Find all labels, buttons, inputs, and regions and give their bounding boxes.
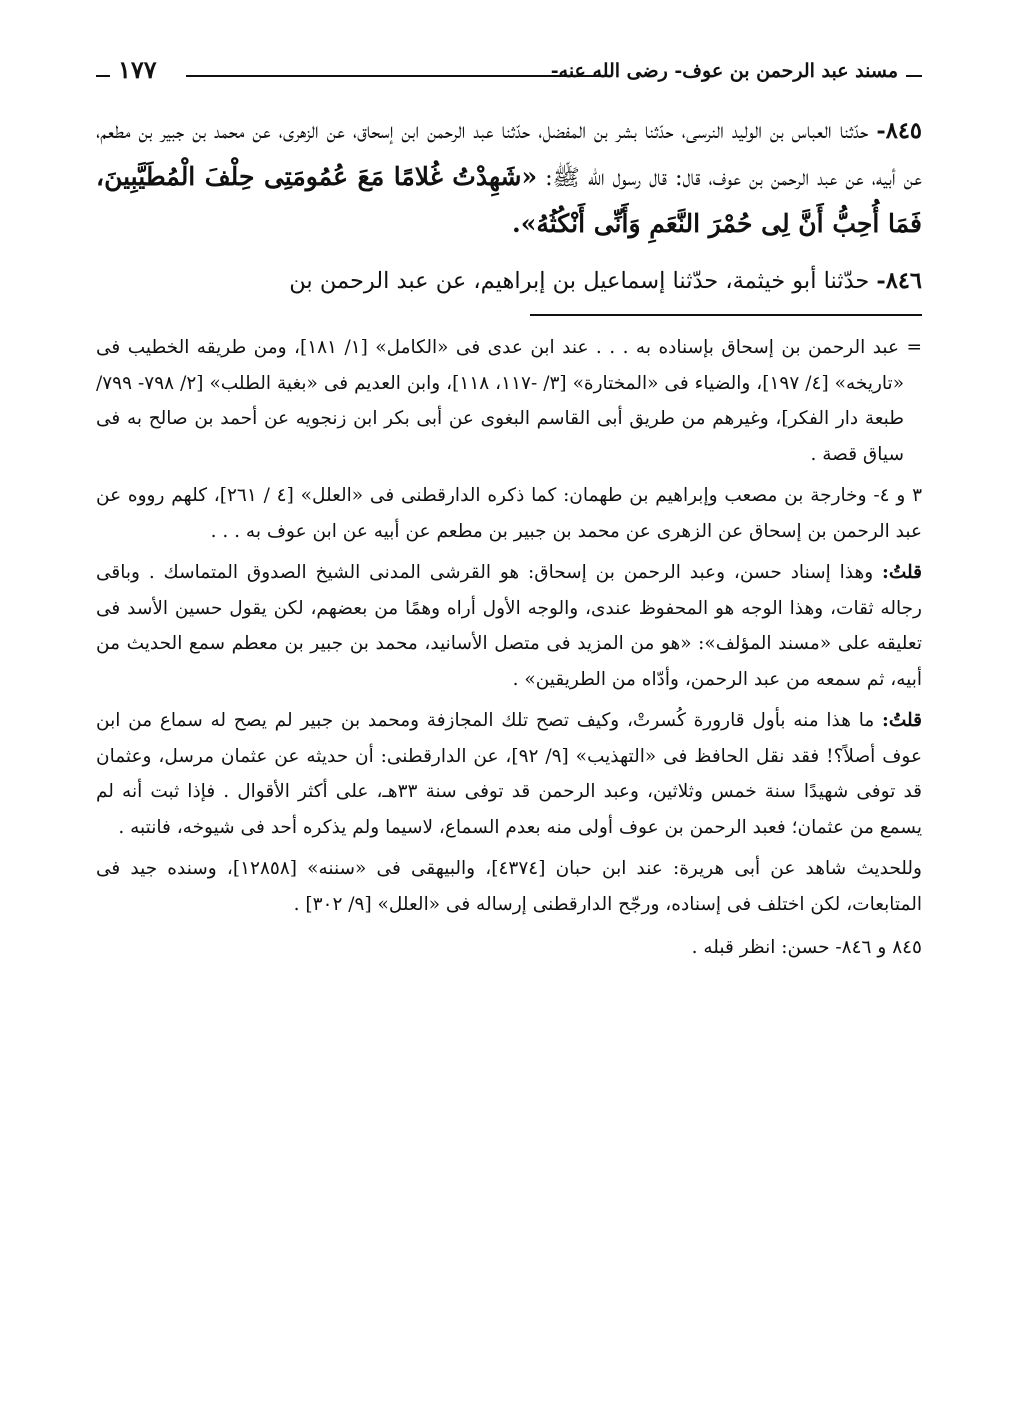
footnote-lead: قلتُ: (882, 562, 922, 583)
footnote-paragraph (96, 555, 922, 697)
footnote-paragraph: وللحديث شاهد عن أبى هريرة: عند ابن حبان [٤٣٧٤]، والبيهقى فى «سننه» [١٢٨٥٨]، وسنده جيد فى المتابعات، لكن اختلف فى إسناده، ورجّح الدارقطنى إرساله فى «العلل» [٩/ ٣٠٢] . (96, 858, 922, 915)
hadith-845 (96, 108, 922, 248)
footnote-paragraph (96, 703, 922, 845)
hadith-number: ٨٤٥- (876, 118, 922, 144)
footnotes (96, 330, 922, 966)
page (96, 52, 922, 972)
hadith-846 (96, 258, 922, 304)
isnad-text: حدّثنا العباس بن الوليد النرسى، حدّثنا بشر بن المفضل، حدّثنا عبد الرحمن ابن إسحاق، عن الزهرى، عن محمد بن جبير بن مطعم، عن أبيه، عن عبد الرحمن بن عوف، قال: قال رسول الله ﷺ: (96, 118, 923, 191)
header-dash (96, 75, 110, 77)
header-title: مسند عبد الرحمن بن عوف- رضى الله عنه- (550, 60, 898, 82)
footnote-text: ما هذا منه بأول قارورة كُسرتْ، وكيف تصح تلك المجازفة ومحمد بن جبير لم يصح له سماع من ابن عوف أصلاً؟! فقد نقل الحافظ فى «التهذيب» [٩/ ٩٢]، عن الدارقطنى: أن حديثه عن عثمان مرسل، وعثمان قد توفى شهيدًا سنة خمس وثلاثين، وعبد الرحمن قد توفى سنة ٣٣هـ، على أكثر الأقوال . فإذا ثبت أنه لم يسمع من عثمان؛ فعبد الرحمن بن عوف أولى منه بعدم السماع، لاسيما ولم يذكره أحد فى شيوخه، فانتبه . (96, 710, 922, 838)
isnad-text: حدّثنا أبو خيثمة، حدّثنا إسماعيل بن إبراهيم، عن عبد الرحمن بن (289, 268, 870, 294)
header-dash (906, 75, 922, 77)
header-rule (186, 75, 604, 77)
hadith-matn: «شَهِدْتُ غُلامًا مَعَ عُمُومَتِى حِلْفَ الْمُطَيَّبِينَ، فَمَا أُحِبُّ أَنَّ لِى حُمْرَ النَّعَمِ وَأَنِّى أَنْكُثُهُ». (96, 162, 922, 238)
footnote-lead: قلتُ: (882, 710, 922, 731)
running-header (96, 52, 922, 108)
main-text (96, 108, 922, 304)
footnote-text: وهذا إسناد حسن، وعبد الرحمن بن إسحاق: هو القرشى المدنى الشيخ الصدوق المتماسك . وباقى رجاله ثقات، وهذا الوجه هو المحفوظ عندى، والوجه الأول أراه وهمًا من بعضهم، لكن يقول حسين الأسد فى تعليقه على «مسند المؤلف»: «هو من المزيد فى متصل الأسانيد، محمد بن جبير بن معطم سمع الحديث من أبيه، ثم سمعه من عبد الرحمن، وأدّاه من الطريقين» . (96, 562, 922, 690)
page-number: ١٧٧ (118, 55, 157, 84)
footnote-separator (530, 314, 922, 316)
hadith-number: ٨٤٦- (876, 268, 922, 294)
footnote-paragraph: ٣ و ٤- وخارجة بن مصعب وإبراهيم بن طهمان: كما ذكره الدارقطنى فى «العلل» [٤ / ٢٦١]، كلهم رووه عن عبد الرحمن بن إسحاق عن الزهرى عن محمد بن جبير بن مطعم عن أبيه عن ابن عوف به . . . (96, 485, 922, 542)
footnote-paragraph: = عبد الرحمن بن إسحاق بإسناده به . . . عند ابن عدى فى «الكامل» [١/ ١٨١]، ومن طريقه الخطيب فى «تاريخه» [٤/ ١٩٧]، والضياء فى «المختارة» [٣/ -١١٧، ١١٨]، وابن العديم فى «بغية الطلب» [٢/ ٧٩٨- ٧٩٩/ طبعة دار الفكر]، وغيرهم من طريق أبى القاسم البغوى عن أبى بكر ابن زنجويه عن أحمد بن صالح به فى سياق قصة . (96, 337, 922, 465)
footnote-paragraph: ٨٤٥ و ٨٤٦- حسن: انظر قبله . (691, 937, 922, 958)
